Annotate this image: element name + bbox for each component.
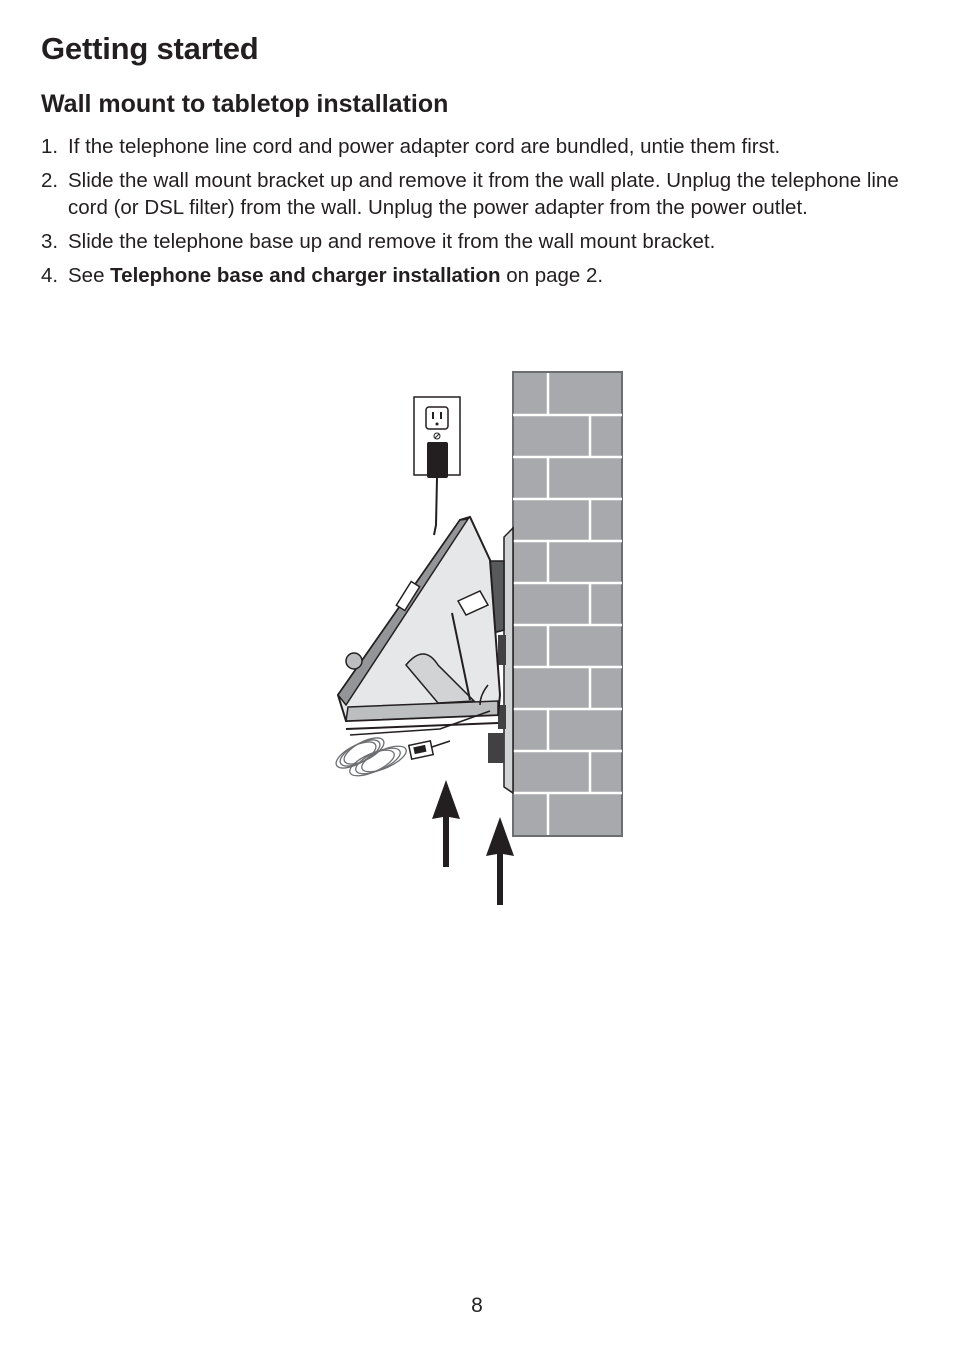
wall-to-tabletop-illustration bbox=[320, 365, 640, 915]
instruction-steps bbox=[41, 133, 921, 296]
step-text-after: on page 2. bbox=[500, 264, 604, 287]
power-adapter-icon bbox=[427, 442, 448, 535]
step-item bbox=[41, 228, 921, 255]
step-item bbox=[41, 167, 921, 221]
step-text-before: See bbox=[68, 264, 111, 287]
brick-wall-icon bbox=[513, 372, 622, 836]
step-item bbox=[41, 133, 921, 160]
page-number: 8 bbox=[471, 1294, 483, 1317]
up-arrow-icon bbox=[432, 780, 514, 905]
step-number: 4. bbox=[41, 264, 59, 287]
step-text: Slide the telephone base up and remove it from the wall mount bracket. bbox=[68, 230, 716, 253]
telephone-base-icon bbox=[338, 517, 500, 721]
step-text bbox=[68, 262, 921, 289]
step-text: If the telephone line cord and power adapter cord are bundled, untie them first. bbox=[68, 135, 781, 158]
step-item bbox=[41, 262, 921, 289]
coiled-cord-icon bbox=[332, 733, 409, 781]
page-title: Getting started bbox=[41, 31, 259, 66]
section-title: Wall mount to tabletop installation bbox=[41, 90, 449, 118]
step-number: 3. bbox=[41, 230, 59, 253]
page-reference: Telephone base and charger installation bbox=[110, 264, 501, 287]
step-number: 1. bbox=[41, 135, 59, 158]
dsl-filter-icon bbox=[409, 741, 450, 759]
step-number: 2. bbox=[41, 169, 59, 192]
step-text: Slide the wall mount bracket up and remove it from the wall plate. Unplug the telephone line cord (or DSL filter) from the wall. Unplug the power adapter from the power outlet. bbox=[68, 169, 899, 219]
